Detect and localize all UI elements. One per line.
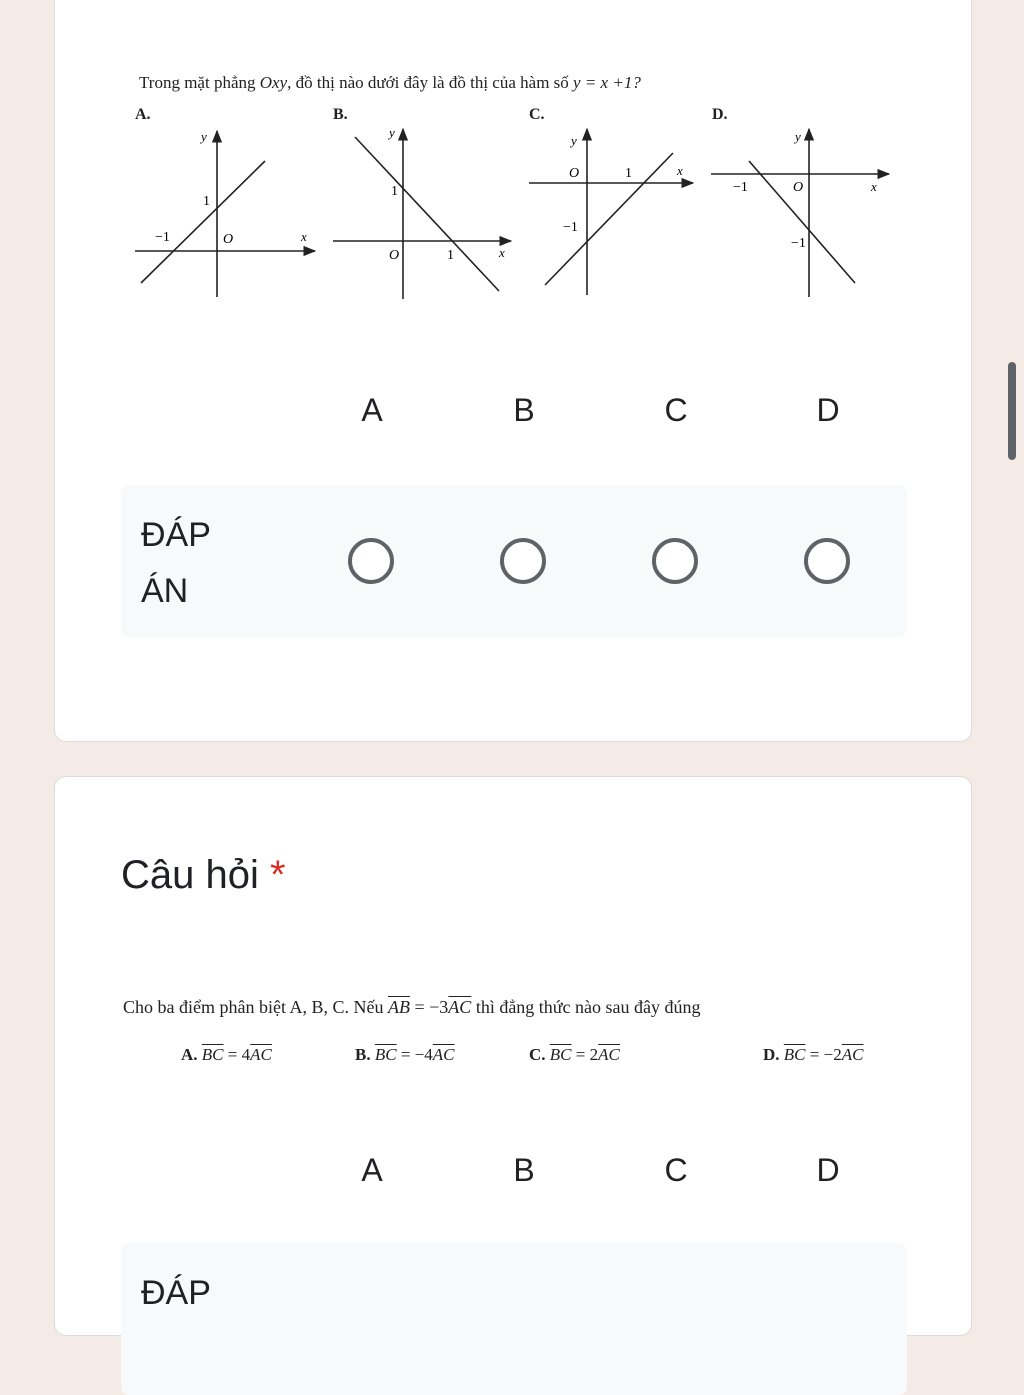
graph-d-y-label: y <box>795 129 801 144</box>
radio-option-b[interactable] <box>500 538 546 584</box>
question-2-option-b: B. $\overline{BC} = -4\overline{AC}$ <box>355 1045 455 1064</box>
graph-a-one: 1 <box>203 194 210 209</box>
graph-d <box>709 127 899 299</box>
question-2-option-d: D. $\overline{BC} = -2\overline{AC}$ <box>763 1045 864 1064</box>
scrollbar-thumb[interactable] <box>1008 362 1016 460</box>
graph-d-origin: O <box>793 180 804 195</box>
graph-c-y-label: y <box>571 133 577 148</box>
radio-option-d[interactable] <box>804 538 850 584</box>
graph-d-minus-one-y: −1 <box>791 236 806 251</box>
graph-a-origin: O <box>223 232 234 247</box>
graph-a <box>131 127 321 299</box>
graph-d-minus-one-x: −1 <box>733 180 748 195</box>
graph-letter-a: A. <box>135 106 151 123</box>
q2-answer-row <box>121 1243 907 1395</box>
graph-letter-d: D. <box>712 106 728 123</box>
graph-c-origin: O <box>569 166 580 181</box>
graph-c-x-label: x <box>677 163 683 178</box>
question-1-prompt: Trong mặt phẳng Oxy, đồ thị nào dưới đây là đồ thị của hàm số y = x +1? <box>139 73 641 92</box>
graph-a-minus-one: −1 <box>155 230 170 245</box>
graph-d-x-label: x <box>871 179 877 194</box>
q2-column-header-b: B <box>513 1152 535 1188</box>
column-header-a: A <box>361 392 383 428</box>
required-asterisk: * <box>270 853 286 897</box>
column-header-b: B <box>513 392 535 428</box>
radio-option-c[interactable] <box>652 538 698 584</box>
q2-column-header-d: D <box>816 1152 840 1188</box>
graph-c-minus-one: −1 <box>563 220 578 235</box>
radio-option-a[interactable] <box>348 538 394 584</box>
question-card-1 <box>54 0 972 742</box>
question-2-prompt: Cho ba điểm phân biệt A, B, C. Nếu $\overline{AB} = -3\overline{AC}$ thì đẳng thức nào sau đây đúng <box>123 997 701 1017</box>
answer-row <box>121 485 907 637</box>
graph-letter-b: B. <box>333 106 348 123</box>
q2-column-header-c: C <box>664 1152 688 1188</box>
question-2-option-c: C. $\overline{BC} = 2\overline{AC}$ <box>529 1045 620 1064</box>
question-card-2 <box>54 776 972 1336</box>
graph-a-y-label: y <box>201 129 207 144</box>
graph-c-one: 1 <box>625 166 632 181</box>
graph-b <box>331 127 521 299</box>
graph-b-one-y: 1 <box>391 184 398 199</box>
graph-b-one-x: 1 <box>447 248 454 263</box>
graph-b-x-label: x <box>499 245 505 260</box>
graph-b-origin: O <box>389 248 400 263</box>
graph-a-x-label: x <box>301 229 307 244</box>
question-2-option-a: A. $\overline{BC} = 4\overline{AC}$ <box>181 1045 272 1064</box>
q2-answer-row-label: ĐÁP <box>141 1274 211 1312</box>
q2-column-header-a: A <box>361 1152 383 1188</box>
column-header-c: C <box>664 392 688 428</box>
graph-c <box>527 127 707 299</box>
column-header-d: D <box>816 392 840 428</box>
graph-b-y-label: y <box>389 127 395 140</box>
graph-letter-c: C. <box>529 106 545 123</box>
answer-row-label: ĐÁP ÁN <box>141 516 211 610</box>
question-2-title: Câu hỏi * <box>121 853 286 897</box>
